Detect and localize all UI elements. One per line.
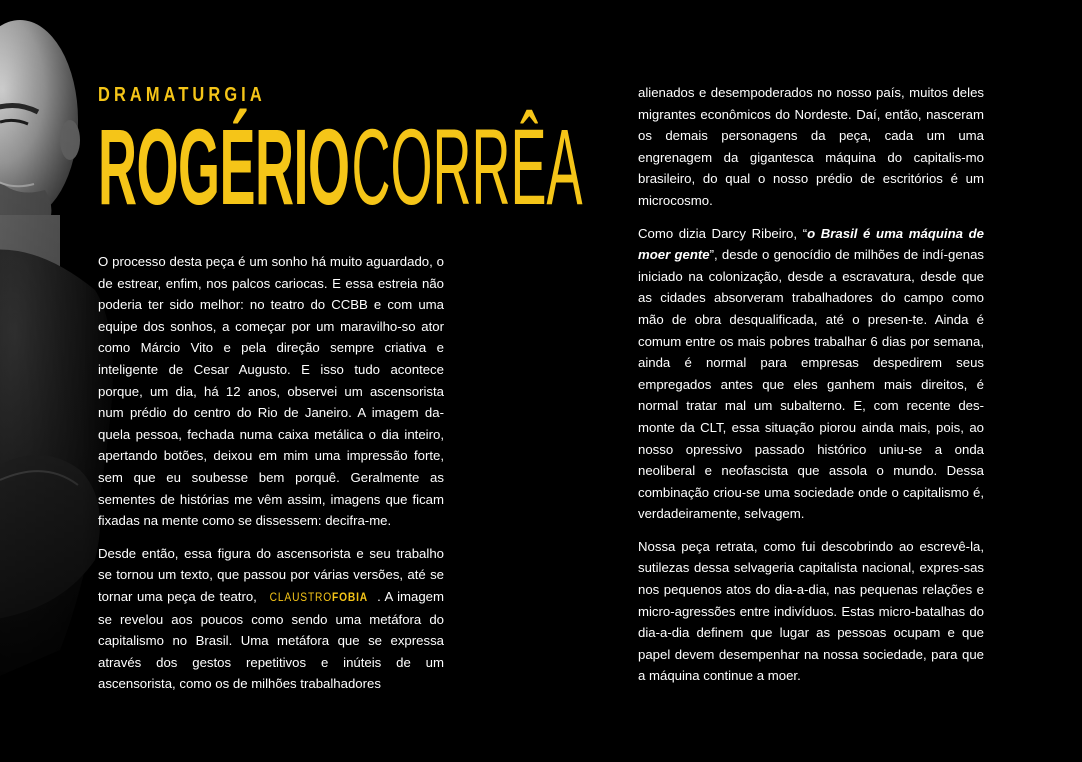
author-first-name: ROGÉRIO (98, 106, 350, 227)
author-name (98, 106, 583, 227)
author-last-name: CORRÊA (351, 106, 583, 227)
paragraph-text: ”, desde o genocídio de milhões de indí-genas iniciado na colonização, desde a escravatura, desde que as cidades absorveram trabalhadores do campo como mão de obra desqualificada, até o presen-te. Ainda é comum entre os mais pobres trabalhar 6 dias por semana, ainda é normal para empresas despedirem seus empregados antes que eles ganhem mais direitos, é normal tratar mal um subalterno. E, com recente des-monte da CLT, essa situação piorou ainda mais, pois, ao nosso opressivo passado histórico uniu-se a onda neoliberal e neofascista que assola o mundo. Dessa combinação criou-se uma sociedade onde o capitalismo é, verdadeiramente, selvagem. (638, 247, 984, 522)
play-title (270, 587, 368, 609)
section-eyebrow: DRAMATURGIA (98, 84, 266, 106)
play-title-part-bold: FOBIA (332, 589, 369, 604)
right-text-column (638, 82, 984, 698)
paragraph: O processo desta peça é um sonho há muito aguardado, o de estrear, enfim, nos palcos cariocas. E essa estreia não poderia ter sido melhor: no teatro do CCBB e com uma equipe dos sonhos, a começar por um maravilho-so ator como Márcio Vito e pela direção sempre criativa e inteligente de Cesar Augusto. E isso tudo acontece porque, um dia, há 12 anos, observei um ascensorista num prédio do centro do Rio de Janeiro. A imagem da-quela pessoa, fechada numa caixa metálica o dia inteiro, apertando botões, deixou em mim uma impressão forte, sem que eu soubesse bem porquê. Geralmente as sementes de histórias me vêm assim, imagens que ficam fixadas na mente como se dissessem: decifra-me. (98, 254, 444, 529)
play-title-part: CLAUSTRO (270, 589, 333, 604)
paragraph (638, 223, 984, 525)
paragraph-text: Desde então, essa figura do ascensorista e seu trabalho se tornou um texto, que passou por várias versões, até se tornar uma peça de teatro, (98, 545, 444, 604)
paragraph: alienados e desempoderados no nosso país, muitos deles migrantes econômicos do Nordeste. Daí, então, nasceram os demais personagens da peça, cada um uma engrenagem da gigantesca máquina do capitalis-mo brasileiro, do qual o nosso prédio de escritórios é um microcosmo. (638, 85, 984, 208)
paragraph-text: . A imagem se revelou aos poucos como sendo uma metáfora do capitalismo no Brasil. Uma metáfora que se expressa através dos gestos repetitivos e inúteis de um ascensorista, como os de milhões trabalhadores (98, 588, 445, 692)
paragraph-text: Como dizia Darcy Ribeiro, “ (638, 225, 808, 241)
paragraph (98, 543, 444, 695)
left-text-column (98, 251, 444, 706)
quote-highlight: o Brasil é uma máquina de moer gente (638, 225, 985, 263)
paragraph: Nossa peça retrata, como fui descobrindo ao escrevê-la, sutilezas dessa selvageria capitalista nacional, expres-sas nos pequenos atos do dia-a-dia, nas pequenas relações e micro-agressões entre indivíduos. Estas micro-batalhas do dia-a-dia definem que lugar as pessoas ocupam e que papel devem desempenhar na nossa sociedade, para que a máquina continue a moer. (638, 538, 984, 684)
